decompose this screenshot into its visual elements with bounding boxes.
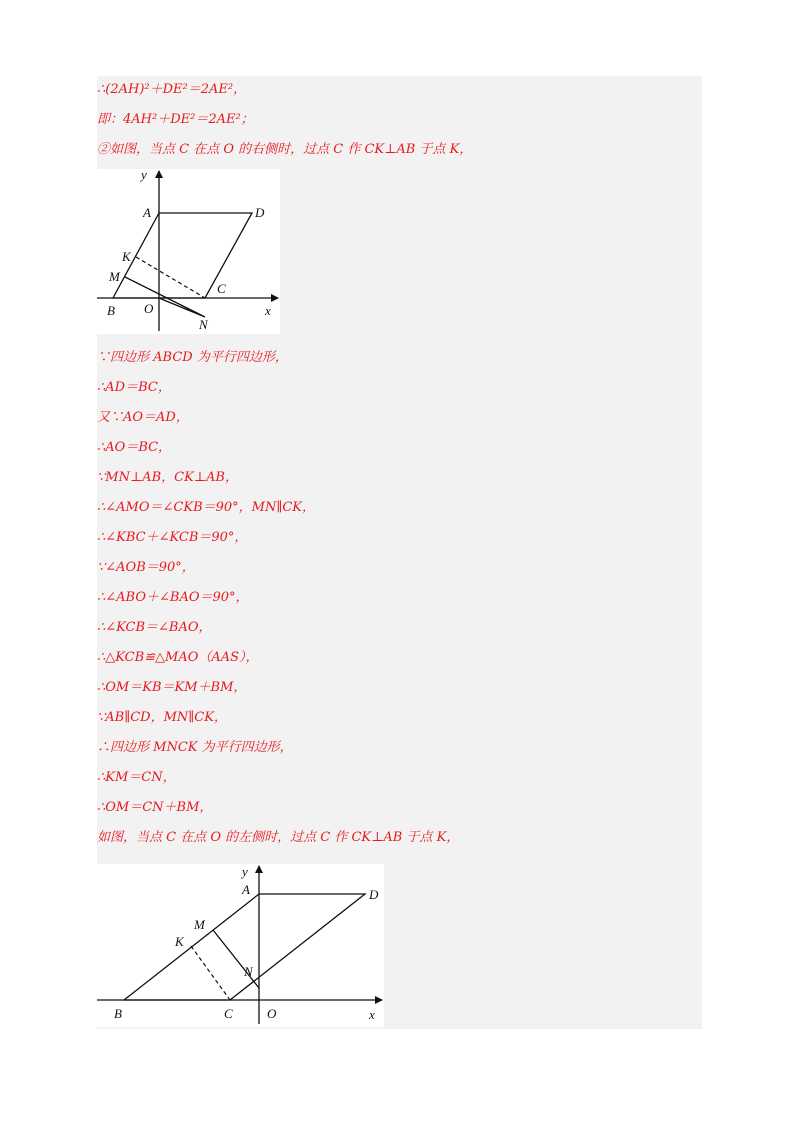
label-b: B bbox=[107, 303, 115, 318]
text-line-3: ②如图，当点 C 在点 O 的右侧时，过点 C 作 CK⊥AB 于点 K， bbox=[97, 142, 473, 157]
dashed-ck bbox=[136, 257, 205, 298]
text-line-18: ∴KM＝CN， bbox=[97, 770, 176, 785]
text-line-8: ∵MN⊥AB，CK⊥AB， bbox=[97, 470, 238, 485]
label-b: B bbox=[114, 1006, 122, 1021]
text-line-1: ∴(2AH)²＋DE²＝2AE²， bbox=[97, 82, 247, 97]
label-m: M bbox=[109, 269, 120, 284]
text-line-11: ∵∠AOB＝90°， bbox=[97, 560, 195, 575]
text-line-4: ∵四边形 ABCD 为平行四边形， bbox=[97, 350, 288, 365]
label-k: K bbox=[122, 249, 131, 264]
label-n: N bbox=[199, 317, 208, 332]
label-x: x bbox=[265, 303, 271, 318]
text-line-13: ∴∠KCB＝∠BAO， bbox=[97, 620, 212, 635]
figure-c-left-of-o bbox=[97, 864, 384, 1027]
segment-m-n-o bbox=[125, 277, 205, 317]
segment-mn bbox=[213, 930, 259, 988]
label-y: y bbox=[242, 864, 248, 879]
label-d: D bbox=[255, 205, 265, 220]
text-line-17: ∴四边形 MNCK 为平行四边形， bbox=[97, 740, 293, 755]
text-line-6: 又∵AO＝AD， bbox=[97, 410, 189, 425]
label-c: C bbox=[217, 281, 226, 296]
text-line-10: ∴∠KBC＋∠KCB＝90°， bbox=[97, 530, 248, 545]
label-o: O bbox=[267, 1006, 277, 1021]
label-n: N bbox=[244, 964, 253, 979]
label-k: K bbox=[175, 934, 184, 949]
text-line-20: 如图，当点 C 在点 O 的左侧时，过点 C 作 CK⊥AB 于点 K， bbox=[97, 830, 460, 845]
parallelogram-abcd bbox=[113, 213, 252, 298]
text-line-12: ∴∠ABO＋∠BAO＝90°， bbox=[97, 590, 249, 605]
label-d: D bbox=[369, 887, 379, 902]
label-m: M bbox=[194, 917, 205, 932]
solution-panel bbox=[97, 76, 702, 1029]
text-line-15: ∴OM＝KB＝KM＋BM， bbox=[97, 680, 247, 695]
label-c: C bbox=[224, 1006, 233, 1021]
label-a: A bbox=[143, 205, 151, 220]
label-y: y bbox=[141, 169, 147, 182]
text-line-5: ∴AD＝BC， bbox=[97, 380, 171, 395]
text-line-2: 即：4AH²＋DE²＝2AE²； bbox=[97, 112, 254, 127]
text-line-9: ∴∠AMO＝∠CKB＝90°，MN∥CK， bbox=[97, 500, 316, 515]
text-line-19: ∴OM＝CN＋BM， bbox=[97, 800, 213, 815]
text-line-14: ∴△KCB≌△MAO（AAS）， bbox=[97, 650, 259, 665]
dashed-ck bbox=[191, 946, 230, 1000]
label-a: A bbox=[242, 882, 250, 897]
parallelogram-abcd bbox=[124, 894, 365, 1000]
label-o: O bbox=[144, 301, 154, 316]
figure-c-right-of-o bbox=[97, 169, 280, 334]
text-line-7: ∴AO＝BC， bbox=[97, 440, 172, 455]
label-x: x bbox=[369, 1007, 375, 1022]
text-line-16: ∵AB∥CD，MN∥CK， bbox=[97, 710, 227, 725]
